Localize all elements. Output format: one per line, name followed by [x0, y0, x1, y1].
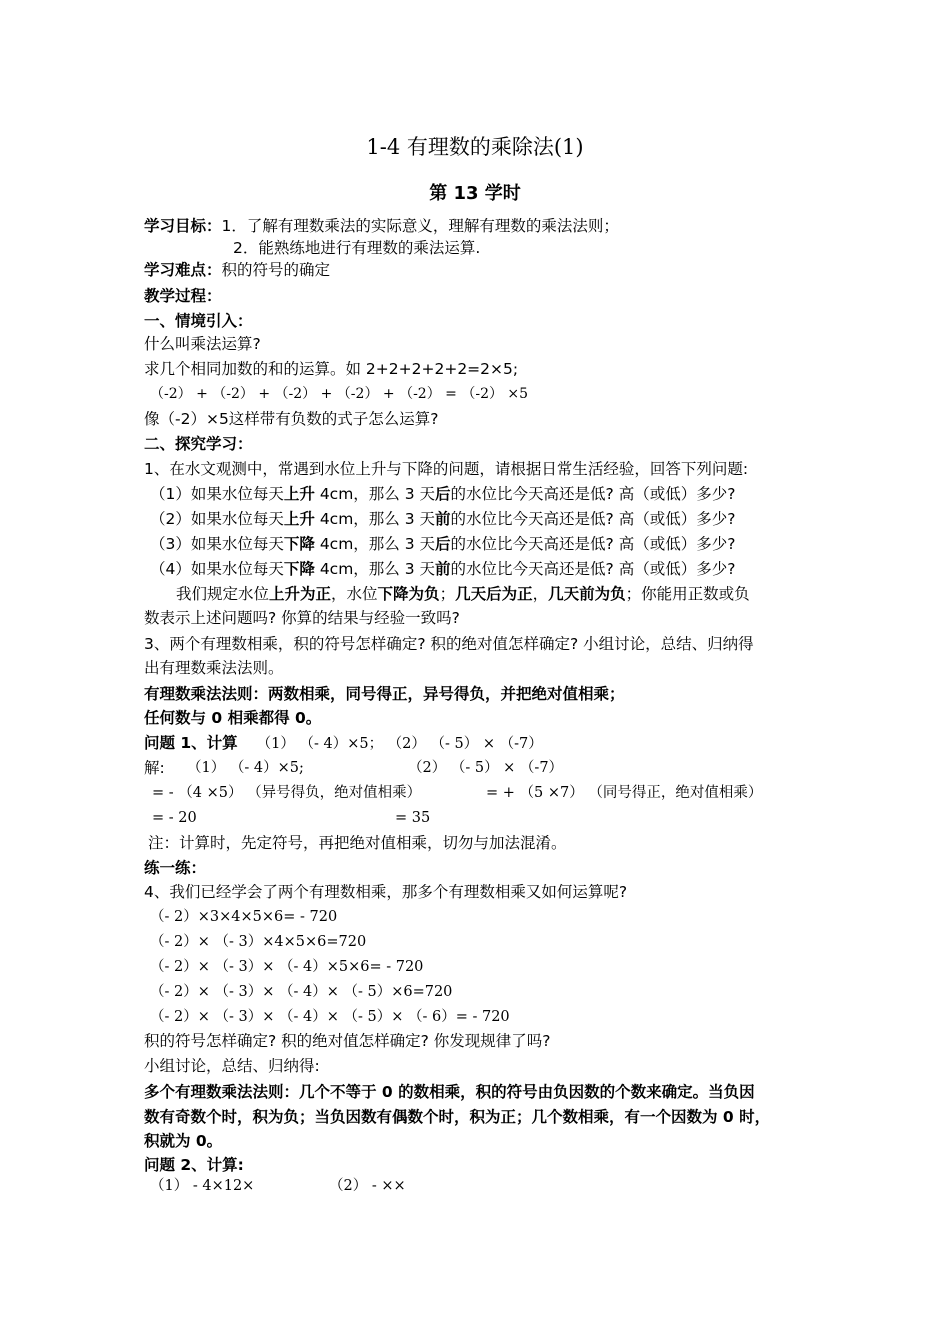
equation-5: （- 2）× （- 3）× （- 4）× （- 5）× （- 6）= - 720 [150, 1009, 510, 1025]
problem-2-part-a: （1） - 4×12× [150, 1178, 255, 1194]
rule-para-i: ；你能用正数或负 [625, 585, 750, 603]
rule-paragraph-line-2: 数表示上述问题吗? 你算的结果与经验一致吗? [144, 609, 460, 627]
section-2-heading: 二、探究学习： [144, 435, 253, 453]
answer-line: 求几个相同加数的和的运算。如 2+2+2+2+2=2×5; [144, 360, 519, 378]
solution-part-b: （2） （- 5） × （-7） [408, 760, 564, 776]
note-line: 注：计算时，先定符号，再把绝对值相乘，切勿与加法混淆。 [148, 834, 567, 852]
multi-rule-line-3: 积就为 0。 [144, 1132, 223, 1150]
question-3 [150, 533, 735, 555]
q4-part-a: （4）如果水位每天 [150, 560, 284, 578]
objectives-line-1 [144, 215, 619, 237]
section-1-heading: 一、情境引入： [144, 312, 253, 330]
q1-part-b: 上升 [283, 485, 315, 503]
equation-4: （- 2）× （- 3）× （- 4）× （- 5）×6=720 [150, 984, 453, 1000]
process-heading: 教学过程： [144, 287, 222, 305]
equation-1: （- 2）×3×4×5×6= - 720 [150, 909, 338, 925]
q3-part-d: 后 [435, 535, 451, 553]
problem-1-line [144, 732, 543, 755]
problem-1-body: （1） （- 4）×5； （2） （- 5） × （-7） [256, 736, 543, 752]
q2-part-e: 的水位比今天高还是低? 高（或低）多少? [450, 510, 736, 528]
question-1 [150, 483, 735, 505]
q3-part-c: 4cm，那么 3 天 [314, 535, 436, 553]
multi-rule-line-1: 多个有理数乘法法则：几个不等于 0 的数相乘，积的符号由负因数的个数来确定。当负因 [144, 1083, 755, 1101]
q4-part-c: 4cm，那么 3 天 [314, 560, 436, 578]
problem-2-label [144, 1154, 244, 1176]
multi-rule-line-2: 数有奇数个时，积为负；当负因数有偶数个时，积为正；几个数相乘，有一个因数为 0 时， [144, 1108, 771, 1126]
q4-part-b: 下降 [283, 560, 315, 578]
q2-part-c: 4cm，那么 3 天 [314, 510, 436, 528]
problem-1-intro: 1、在水文观测中，常遇到水位上升与下降的问题，请根据日常生活经验，回答下列问题: [144, 460, 749, 478]
objective-1: 1．了解有理数乘法的实际意义，理解有理数的乘法法则； [221, 217, 619, 235]
rule-para-f: 几天后为正 [455, 585, 533, 603]
q4-part-e: 的水位比今天高还是低? 高（或低）多少? [450, 560, 736, 578]
q2-part-a: （2）如果水位每天 [150, 510, 284, 528]
problem-2-part-b: （2） - ×× [329, 1178, 406, 1194]
solution-label: 解: [144, 759, 165, 777]
practice-heading: 练一练： [144, 859, 207, 877]
difficulty-text: 积的符号的确定 [221, 261, 331, 279]
solution-part-a: （1） （- 4）×5; [187, 760, 304, 776]
q3-part-b: 下降 [283, 535, 315, 553]
multiplication-rule-2: 任何数与 0 相乘都得 0。 [144, 709, 322, 727]
solution-step-a: = - （4 ×5） （异号得负，绝对值相乘） [152, 785, 422, 801]
question-what: 什么叫乘法运算? [144, 335, 261, 353]
solution-result-a: = - 20 [152, 810, 197, 826]
discussion-line: 小组讨论，总结、归纳得: [144, 1057, 320, 1075]
difficulty-line [144, 259, 330, 281]
objective-2: 2．能熟练地进行有理数的乘法运算. [233, 239, 481, 257]
q2-part-d: 前 [435, 510, 451, 528]
q4-part-d: 前 [435, 560, 451, 578]
equation-2: （- 2）× （- 3）×4×5×6=720 [150, 934, 367, 950]
rule-para-h: 几天前为负 [548, 585, 626, 603]
question-4 [150, 558, 735, 580]
rule-para-g: ， [532, 585, 549, 603]
q2-part-b: 上升 [283, 510, 315, 528]
problem-1-label: 问题 1、计算 [144, 734, 238, 752]
problem-2-heading: 问题 2、计算: [144, 1156, 244, 1174]
q1-part-e: 的水位比今天高还是低? 高（或低）多少? [450, 485, 736, 503]
rule-para-e: ； [439, 585, 456, 603]
rule-para-d: 下降为负 [377, 585, 440, 603]
difficulty-label: 学习难点： [144, 261, 222, 279]
q1-part-c: 4cm，那么 3 天 [314, 485, 436, 503]
q1-part-a: （1）如果水位每天 [150, 485, 284, 503]
sign-question: 积的符号怎样确定? 积的绝对值怎样确定? 你发现规律了吗? [144, 1032, 551, 1050]
solution-step-b: = + （5 ×7） （同号得正，绝对值相乘） [486, 785, 763, 801]
page-title: 1-4 有理数的乘除法(1) [366, 135, 584, 159]
negative-question: 像（-2）×5这样带有负数的式子怎么运算? [144, 410, 439, 428]
rule-para-a: 我们规定水位 [176, 585, 270, 603]
rule-paragraph-line-1 [176, 583, 750, 605]
solution-result-b: = 35 [395, 810, 431, 826]
problem-3-line-1: 3、两个有理数相乘，积的符号怎样确定? 积的绝对值怎样确定? 小组讨论，总结、归纳得 [144, 635, 754, 653]
objectives-label: 学习目标： [144, 217, 222, 235]
q1-part-d: 后 [435, 485, 451, 503]
problem-3-line-2: 出有理数乘法法则。 [144, 659, 284, 677]
equation-3: （- 2）× （- 3）× （- 4）×5×6= - 720 [150, 959, 424, 975]
multiplication-rule-1: 有理数乘法法则：两数相乘，同号得正，异号得负，并把绝对值相乘； [144, 685, 625, 703]
page-subtitle: 第 13 学时 [429, 183, 521, 204]
q3-part-e: 的水位比今天高还是低? 高（或低）多少? [450, 535, 736, 553]
problem-4-intro: 4、我们已经学会了两个有理数相乘，那多个有理数相乘又如何运算呢? [144, 883, 628, 901]
q3-part-a: （3）如果水位每天 [150, 535, 284, 553]
question-2 [150, 508, 735, 530]
rule-para-b: 上升为正 [269, 585, 332, 603]
negative-sum-equation: （-2） + （-2） + （-2） + （-2） + （-2） = （-2） ×5 [150, 386, 529, 402]
rule-para-c: ，水位 [331, 585, 378, 603]
